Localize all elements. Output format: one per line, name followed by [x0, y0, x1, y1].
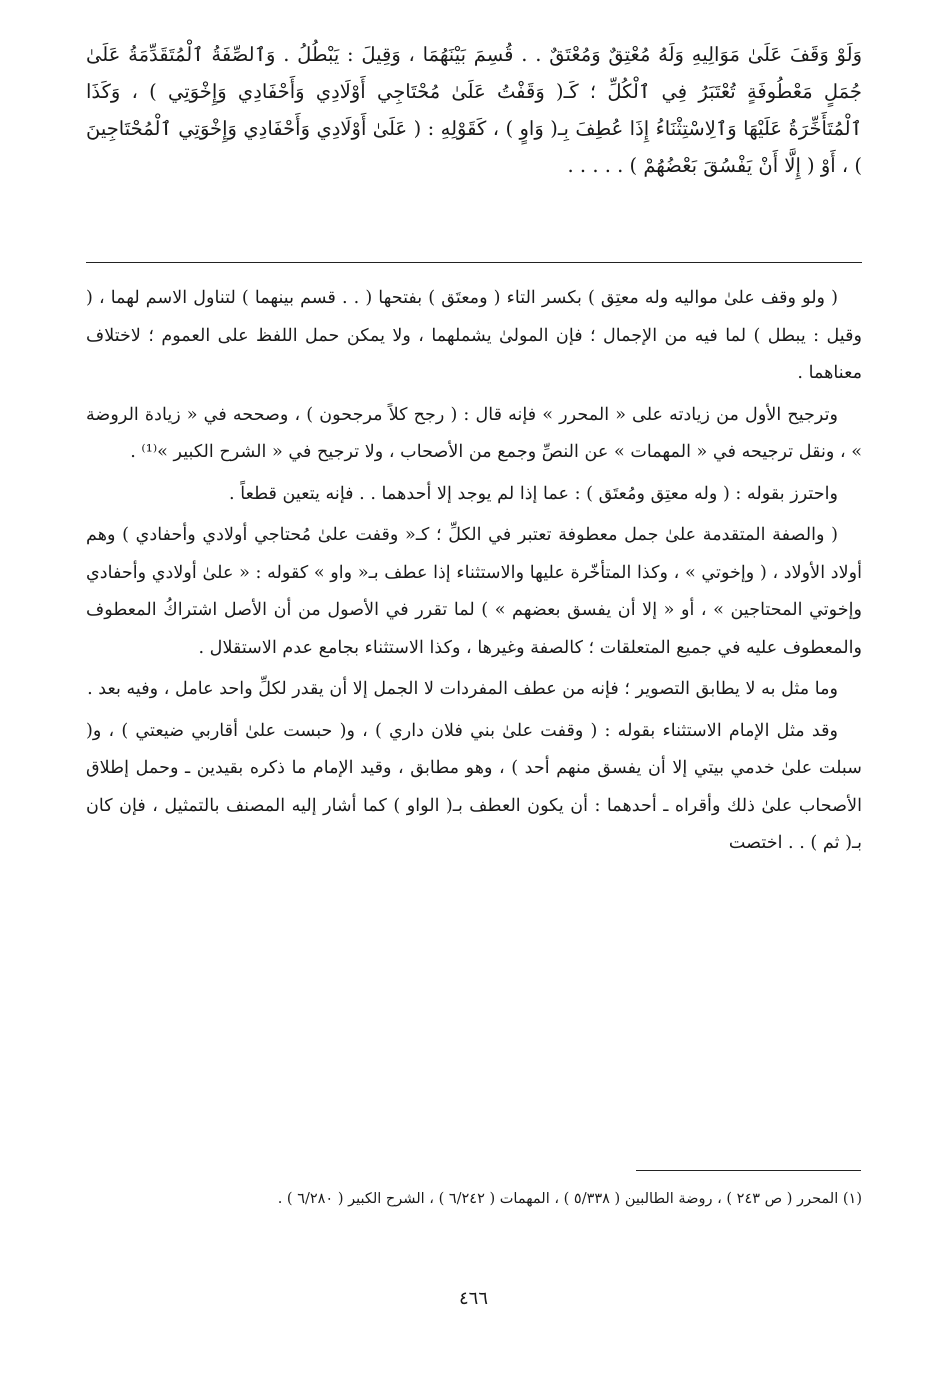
footnotes-block — [86, 1186, 862, 1212]
commentary-paragraph: واحترز بقوله : ( وله معتِق ومُعتَق ) : عما إذا لم يوجد إلا أحدهما . . فإنه يتعين قطعاً . — [229, 483, 838, 504]
footnote-separator-rule — [636, 1170, 861, 1171]
footnote: (١) المحرر ( ص ٢٤٣ ) ، روضة الطالبين ( ٥/٣٣٨ ) ، المهمات ( ٦/٢٤٢ ) ، الشرح الكبير ( ٦/٢٨٠ ) . — [277, 1191, 862, 1207]
commentary-paragraph: ( ولو وقف علىٰ مواليه وله معتِق ) بكسر التاء ( ومعتَق ) بفتحها ( . . قسم بينهما ) لتناول الاسم لهما ، ( وقيل : يبطل ) لما فيه من الإجمال ؛ فإن المولىٰ يشملهما ، ولا يمكن حمل اللفظ على العموم ؛ لاختلاف معناهما . — [86, 288, 862, 383]
commentary-block — [86, 280, 862, 867]
commentary-paragraph: وترجيح الأول من زيادته على « المحرر » فإنه قال : ( رجح كلاً مرجحون ) ، وصححه في « زيادة الروضة » ، ونقل ترجيحه في « المهمات » عن النصِّ وجمع من الأصحاب ، ولا ترجيح في « الشرح الكبير »⁽¹⁾ . — [86, 404, 862, 462]
commentary-paragraph: ( والصفة المتقدمة علىٰ جمل معطوفة تعتبر في الكلِّ ؛ كـ« وقفت علىٰ مُحتاجي أولادي وأحفادي ) وهم أولاد الأولاد ، ( وإخوتي » ، وكذا المتأخّرة عليها والاستثناء إذا عطف بـ« واو » كقوله : « علىٰ أولادي وأحفادي وإخوتي المحتاجين » ، أو « إلا أن يفسق بعضهم » ) لما تقرر في الأصول من أن الأصل اشتراكُ المعطوف والمعطوف عليه في جميع المتعلقات ؛ كالصفة وغيرها ، وكذا الاستثناء بجامع عدم الاستقلال . — [86, 525, 862, 658]
matn-separator-rule — [86, 262, 862, 263]
matn-block — [86, 36, 862, 184]
page-number: ٤٦٦ — [458, 1288, 488, 1309]
matn-text: وَلَوْ وَقَفَ عَلَىٰ مَوَالِيهِ وَلَهُ مُعْتِقٌ وَمُعْتَقٌ . . قُسِمَ بَيْنَهُمَا ، وَقِيلَ : يَبْطُلُ . وَٱلصِّفَةُ ٱلْمُتَقَدِّمَةُ عَلَىٰ جُمَلٍ مَعْطُوفَةٍ تُعْتَبَرُ فِي ٱلْكُلِّ ؛ كَـ( وَقَفْتُ عَلَىٰ مُحْتَاجِي أَوْلَادِي وَأَحْفَادِي وَإِخْوَتِي ) ، وَكَذَا ٱلْمُتَأَخِّرَةُ عَلَيْهَا وَٱلِاسْتِثْنَاءُ إِذَا عُطِفَ بِـ( وَاوٍ ) ، كَقَوْلِهِ : ( عَلَىٰ أَوْلَادِي وَأَحْفَادِي وَإِخْوَتِي ٱلْمُحْتَاجِينَ ) ، أَوْ ( إِلَّا أَنْ يَفْسُقَ بَعْضُهُمْ ) . . . . . — [86, 43, 862, 177]
commentary-paragraph: وما مثل به لا يطابق التصوير ؛ فإنه من عطف المفردات لا الجمل إلا أن يقدر لكلِّ واحد عامل ، وفيه بعد . — [87, 679, 838, 699]
commentary-paragraph: وقد مثل الإمام الاستثناء بقوله : ( وقفت علىٰ بني فلان داري ) ، و( حبست علىٰ أقاربي ضيعتي ) ، و( سبلت علىٰ خدمي بيتي إلا أن يفسق منهم أحد ) ، وهو مطابق ، وقيد الإمام ما ذكره بقيدين ـ وحمل إطلاق الأصحاب علىٰ ذلك وأقراه ـ أحدهما : أن يكون العطف بـ( الواو ) كما أشار إليه المصنف بالتمثيل ، فإن كان بـ( ثم ) . . اختصت — [86, 720, 862, 853]
